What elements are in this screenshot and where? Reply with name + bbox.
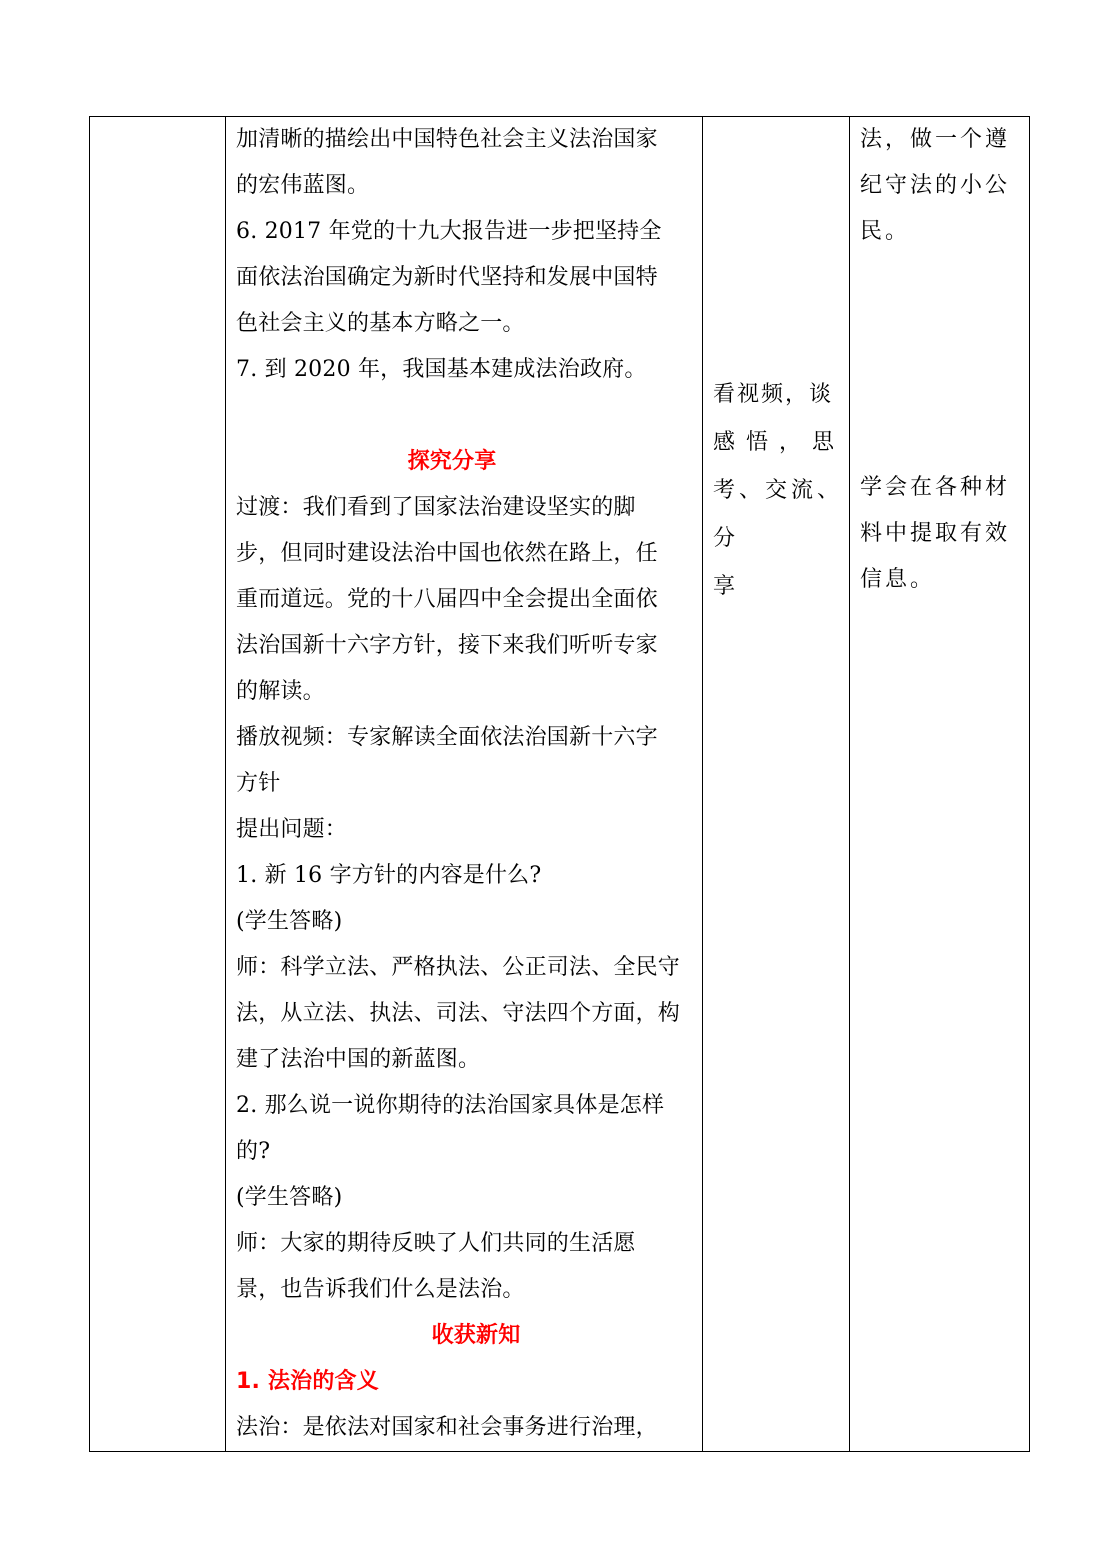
text-line: (学生答略) [236, 1185, 343, 1210]
design-intent-middle [860, 465, 1021, 603]
text-line: 法治：是依法对国家和社会事务进行治理， [236, 1415, 658, 1440]
text-line: 步，但同时建设法治中国也依然在路上，任 [236, 541, 658, 566]
text-line: 方针 [236, 771, 281, 796]
text-line: 学会在各种材 [860, 475, 1011, 500]
text-line: 色社会主义的基本方略之一。 [236, 311, 525, 336]
text-line: 1. 新 16 字方针的内容是什么? [236, 863, 542, 888]
stage-cell [90, 117, 226, 1452]
teacher-activity-cell [226, 117, 703, 1452]
student-activity-wrapper [703, 117, 849, 1451]
text-line: 建了法治中国的新蓝图。 [236, 1047, 481, 1072]
text-line: 法，从立法、执法、司法、守法四个方面，构 [236, 1001, 681, 1026]
text-line: 2. 那么说一说你期待的法治国家具体是怎样 [236, 1093, 665, 1118]
section-title-explore: 探究分享 [407, 449, 497, 474]
text-line: 7. 到 2020 年，我国基本建成法治政府。 [236, 357, 647, 382]
text-line: 景，也告诉我们什么是法治。 [236, 1277, 525, 1302]
text-line: 考、交流、分 [713, 478, 841, 551]
design-intent-top [860, 117, 1021, 255]
text-line: 享 [713, 574, 738, 599]
text-line: 提出问题： [236, 817, 348, 842]
text-line: 重而道远。党的十八届四中全会提出全面依 [236, 587, 658, 612]
text-line: 看视频，谈 [713, 382, 834, 407]
text-line: 师：科学立法、严格执法、公正司法、全民守 [236, 955, 681, 980]
text-line: 纪守法的小公 [860, 173, 1011, 198]
design-intent-cell [850, 117, 1030, 1452]
design-intent-wrapper [850, 117, 1029, 1451]
text-line: 加清晰的描绘出中国特色社会主义法治国家 [236, 127, 658, 152]
student-activity-cell [703, 117, 850, 1452]
subheading-rule-of-law-meaning: 1. 法治的含义 [236, 1369, 379, 1394]
text-line: 的解读。 [236, 679, 325, 704]
text-line: 民。 [860, 219, 911, 244]
teacher-activity-content [226, 117, 702, 1451]
text-line: 师：大家的期待反映了人们共同的生活愿 [236, 1231, 636, 1256]
text-line: 的宏伟蓝图。 [236, 173, 370, 198]
text-line: 法治国新十六字方针，接下来我们听听专家 [236, 633, 658, 658]
lesson-plan-table [89, 116, 1030, 1452]
text-line: 信息。 [860, 567, 936, 592]
text-line: 感 悟 ， 思 [713, 430, 836, 455]
text-line: 6. 2017 年党的十九大报告进一步把坚持全 [236, 219, 662, 244]
text-line: 面依法治国确定为新时代坚持和发展中国特 [236, 265, 658, 290]
blank-line [236, 393, 692, 439]
text-line: (学生答略) [236, 909, 343, 934]
section-title-harvest: 收获新知 [431, 1323, 521, 1348]
text-line: 的? [236, 1139, 271, 1164]
text-line: 过渡：我们看到了国家法治建设坚实的脚 [236, 495, 636, 520]
text-line: 播放视频：专家解读全面依法治国新十六字 [236, 725, 658, 750]
student-activity-content [713, 371, 841, 611]
table-row [90, 117, 1030, 1452]
text-line: 料中提取有效 [860, 521, 1011, 546]
text-line: 法，做一个遵 [860, 127, 1011, 152]
